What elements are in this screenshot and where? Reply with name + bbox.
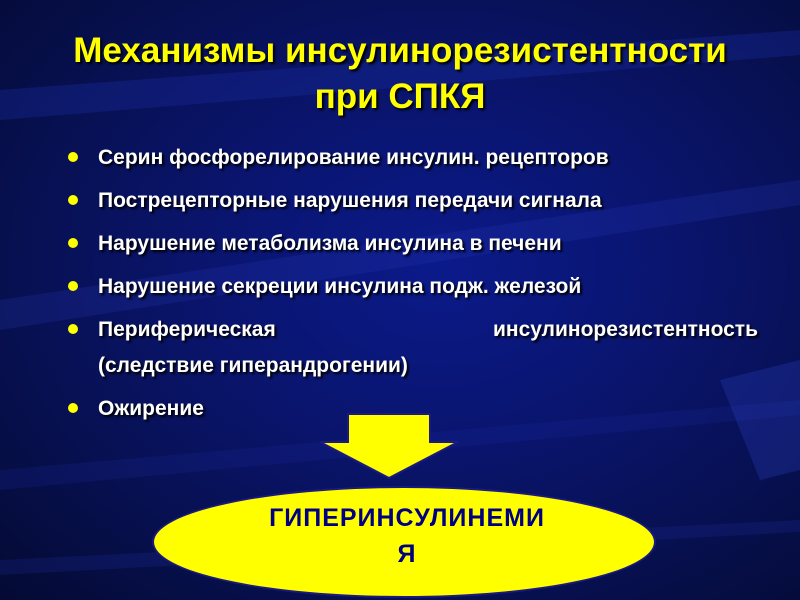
title-line-1: Механизмы инсулинорезистентности	[73, 31, 727, 70]
result-text-line-1: ГИПЕРИНСУЛИНЕМИ	[269, 504, 545, 532]
result-text-line-2: Я	[397, 540, 417, 568]
bullet-item	[64, 183, 764, 219]
down-arrow-icon	[318, 412, 460, 480]
bullet-text: Ожирение	[98, 397, 204, 420]
bullet-item	[64, 140, 764, 176]
bullet-text: Серин фосфорелирование инсулин. рецепторов	[98, 146, 609, 169]
bullet-item	[64, 269, 764, 305]
bullet-list	[64, 140, 764, 434]
bullet-dot-icon	[68, 152, 78, 162]
bullet-text-part-1: Периферическая	[98, 318, 276, 341]
bullet-text: Нарушение секреции инсулина подж. железой	[98, 275, 582, 298]
slide-title	[0, 28, 800, 120]
bullet-dot-icon	[68, 324, 78, 334]
bullet-item	[64, 312, 764, 384]
bullet-item	[64, 226, 764, 262]
title-line-2: при СПКЯ	[314, 77, 486, 116]
bullet-text: Нарушение метаболизма инсулина в печени	[98, 232, 562, 255]
bullet-dot-icon	[68, 238, 78, 248]
bullet-text-line-1	[98, 312, 758, 348]
bullet-text-line-2: (следствие гиперандрогении)	[98, 354, 408, 377]
bullet-dot-icon	[68, 281, 78, 291]
bullet-dot-icon	[68, 403, 78, 413]
bullet-text: Пострецепторные нарушения передачи сигнала	[98, 189, 602, 212]
bullet-dot-icon	[68, 195, 78, 205]
result-text	[232, 500, 582, 572]
bullet-text-part-2: инсулинорезистентность	[492, 318, 758, 341]
